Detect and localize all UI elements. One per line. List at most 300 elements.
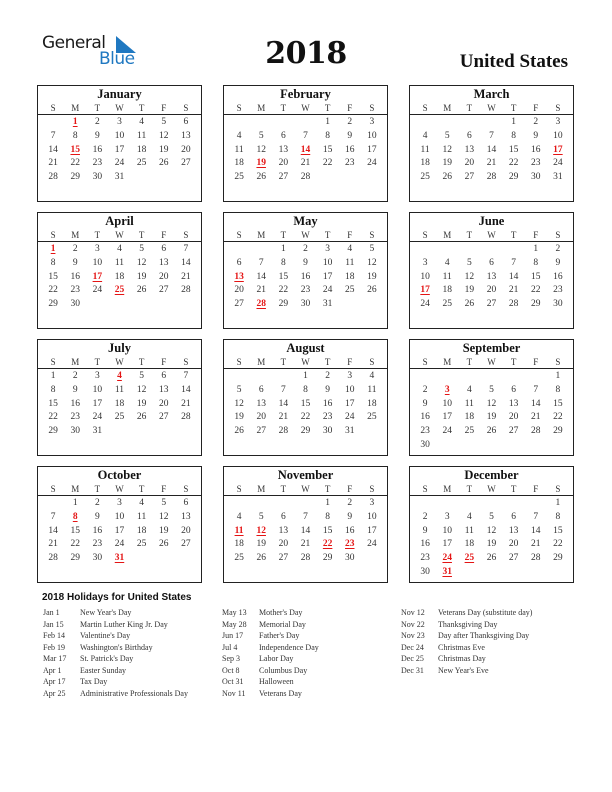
holiday-day: 22 <box>322 539 333 550</box>
day: 9 <box>325 384 330 395</box>
day: 4 <box>139 117 144 127</box>
day: 19 <box>256 539 266 550</box>
holiday-name: Tax Day <box>80 677 108 686</box>
day-grid <box>410 242 573 328</box>
day: 14 <box>48 525 58 536</box>
day: 15 <box>553 525 563 536</box>
day: 19 <box>136 271 147 282</box>
day: 18 <box>136 144 147 155</box>
empty-day <box>436 370 458 384</box>
holiday-name: Halloween <box>259 677 294 686</box>
empty-day <box>228 566 250 580</box>
weekday-label: M <box>71 357 80 367</box>
day: 20 <box>256 412 266 423</box>
holiday-row <box>222 630 319 642</box>
day: 10 <box>420 271 430 282</box>
day: 27 <box>256 426 266 437</box>
weekday-label: W <box>487 357 496 367</box>
day: 12 <box>159 511 169 522</box>
empty-day <box>42 497 64 511</box>
holiday-column <box>43 607 188 699</box>
weekday-label: S <box>555 357 561 367</box>
day: 24 <box>114 539 125 550</box>
weekday-header <box>38 102 201 115</box>
day: 29 <box>553 553 563 564</box>
day: 8 <box>555 384 561 395</box>
day: 2 <box>94 498 100 508</box>
country-title: United States <box>459 51 568 72</box>
day: 5 <box>139 244 144 254</box>
day: 14 <box>278 398 289 409</box>
day: 22 <box>300 412 311 423</box>
day: 23 <box>531 158 541 169</box>
day: 10 <box>367 511 377 522</box>
day: 17 <box>114 525 125 536</box>
day: 26 <box>486 553 497 564</box>
empty-day <box>64 566 86 580</box>
empty-day <box>458 370 480 384</box>
day: 14 <box>256 271 266 282</box>
holiday-row <box>43 630 188 642</box>
day: 19 <box>234 412 244 423</box>
day: 24 <box>367 539 377 550</box>
day: 4 <box>466 511 472 522</box>
day: 17 <box>367 144 377 155</box>
day: 23 <box>92 539 103 550</box>
empty-day <box>86 439 108 453</box>
holiday-row <box>222 688 319 700</box>
month-october <box>37 466 202 583</box>
empty-day <box>108 425 130 439</box>
weekday-label: T <box>280 484 287 494</box>
day: 20 <box>181 144 191 155</box>
day: 27 <box>181 158 191 169</box>
day: 8 <box>325 511 330 522</box>
day: 13 <box>256 398 266 409</box>
day: 24 <box>345 412 355 423</box>
holiday-name: Memorial Day <box>259 619 306 629</box>
day: 28 <box>181 285 191 296</box>
empty-day <box>436 439 458 453</box>
day: 29 <box>508 172 519 183</box>
empty-day <box>317 171 339 185</box>
day: 27 <box>278 172 289 183</box>
day: 8 <box>511 130 516 141</box>
day: 5 <box>369 244 375 254</box>
day: 1 <box>303 371 308 381</box>
holiday-day: 25 <box>114 285 125 296</box>
weekday-label: T <box>510 103 517 113</box>
weekday-label: F <box>161 230 167 240</box>
empty-day <box>153 552 175 566</box>
day: 4 <box>117 244 122 254</box>
holiday-date: Jan 1 <box>43 608 60 617</box>
holiday-date: Dec 25 <box>401 654 424 663</box>
empty-day <box>414 497 436 511</box>
day: 1 <box>555 498 561 508</box>
weekday-label: W <box>487 230 496 240</box>
empty-day <box>250 116 272 130</box>
day: 21 <box>300 158 311 169</box>
empty-day <box>458 439 480 453</box>
empty-day <box>458 243 480 257</box>
weekday-label: S <box>50 103 56 113</box>
empty-day <box>228 439 250 453</box>
day: 11 <box>464 525 474 536</box>
day: 17 <box>442 412 452 423</box>
day: 19 <box>367 271 377 282</box>
day-grid <box>410 369 573 455</box>
weekday-label: S <box>183 357 189 367</box>
day-grid <box>410 496 573 582</box>
month-september <box>409 339 574 456</box>
holiday-day: 8 <box>72 511 78 522</box>
day: 2 <box>555 244 561 254</box>
weekday-label: S <box>236 230 242 240</box>
day: 18 <box>114 271 125 282</box>
day: 13 <box>508 398 519 409</box>
empty-day <box>547 566 569 580</box>
day: 3 <box>444 511 450 522</box>
weekday-header <box>410 229 573 242</box>
day: 12 <box>256 144 266 155</box>
day: 29 <box>70 553 80 564</box>
day: 16 <box>92 144 103 155</box>
empty-day <box>339 171 361 185</box>
day: 27 <box>181 539 191 550</box>
day: 7 <box>258 257 264 268</box>
day: 28 <box>181 412 191 423</box>
day: 11 <box>137 130 147 141</box>
holiday-date: Nov 12 <box>401 608 425 617</box>
empty-day <box>339 298 361 312</box>
day: 31 <box>114 172 125 183</box>
day: 2 <box>422 511 428 522</box>
day: 29 <box>278 299 289 310</box>
weekday-label: S <box>369 103 375 113</box>
weekday-header <box>224 356 387 369</box>
empty-day <box>361 298 383 312</box>
holiday-row <box>43 607 188 619</box>
weekday-header <box>224 483 387 496</box>
day: 3 <box>94 371 100 381</box>
day: 7 <box>303 511 308 522</box>
day: 5 <box>489 384 494 395</box>
day: 16 <box>420 412 430 423</box>
day: 12 <box>486 525 497 536</box>
day: 1 <box>280 244 286 254</box>
day: 10 <box>442 525 452 536</box>
holiday-date: Feb 14 <box>43 631 65 640</box>
empty-day <box>250 497 272 511</box>
empty-day <box>525 497 547 511</box>
day: 15 <box>508 144 519 155</box>
day: 1 <box>325 498 330 508</box>
weekday-label: F <box>533 484 539 494</box>
day: 30 <box>322 426 333 437</box>
day: 10 <box>92 257 103 268</box>
holiday-day: 19 <box>256 158 266 169</box>
day: 9 <box>303 257 308 268</box>
day: 15 <box>278 271 289 282</box>
empty-day <box>131 439 153 453</box>
holiday-row <box>222 676 319 688</box>
day: 14 <box>48 144 58 155</box>
empty-day <box>525 312 547 326</box>
holiday-date: Oct 31 <box>222 677 244 686</box>
day: 15 <box>531 271 541 282</box>
day: 11 <box>114 384 125 395</box>
empty-day <box>436 185 458 199</box>
day: 25 <box>420 172 430 183</box>
day: 21 <box>531 412 541 423</box>
holiday-row <box>222 653 319 665</box>
day: 22 <box>508 158 519 169</box>
empty-day <box>414 185 436 199</box>
weekday-label: F <box>533 230 539 240</box>
day: 26 <box>256 553 266 564</box>
day: 22 <box>70 158 80 169</box>
day: 9 <box>94 130 100 141</box>
day: 6 <box>161 244 167 254</box>
empty-day <box>272 370 294 384</box>
empty-day <box>339 185 361 199</box>
empty-day <box>458 312 480 326</box>
weekday-label: W <box>115 357 124 367</box>
holiday-name: Veterans Day (substitute day) <box>438 608 533 617</box>
day: 27 <box>159 412 169 423</box>
day: 3 <box>325 244 330 254</box>
day: 7 <box>533 511 539 522</box>
empty-day <box>458 566 480 580</box>
day: 2 <box>72 244 78 254</box>
day: 16 <box>70 398 80 409</box>
day: 16 <box>70 271 80 282</box>
day: 21 <box>48 539 58 550</box>
holiday-row <box>222 607 319 619</box>
weekday-header <box>38 483 201 496</box>
weekday-label: S <box>422 230 428 240</box>
day: 6 <box>466 130 472 141</box>
day: 26 <box>159 158 169 169</box>
day: 20 <box>508 539 519 550</box>
day: 16 <box>345 144 355 155</box>
day: 7 <box>511 257 516 268</box>
empty-day <box>361 552 383 566</box>
holiday-name: Washington's Birthday <box>80 642 153 652</box>
holiday-row <box>401 630 532 642</box>
day: 6 <box>280 130 286 141</box>
day: 25 <box>234 172 244 183</box>
weekday-label: S <box>50 357 56 367</box>
month-name: May <box>293 214 318 228</box>
empty-day <box>131 552 153 566</box>
day: 15 <box>300 398 311 409</box>
weekday-label: F <box>347 357 353 367</box>
month-july <box>37 339 202 456</box>
empty-day <box>503 439 525 453</box>
day: 27 <box>159 285 169 296</box>
day: 25 <box>136 158 147 169</box>
day: 9 <box>533 130 539 141</box>
day: 5 <box>258 130 264 141</box>
empty-day <box>228 370 250 384</box>
weekday-label: S <box>50 484 56 494</box>
day: 25 <box>114 412 125 423</box>
day: 3 <box>347 371 353 381</box>
day: 18 <box>114 398 125 409</box>
empty-day <box>294 312 316 326</box>
holiday-day: 4 <box>117 371 122 381</box>
day-grid <box>38 242 201 328</box>
day: 28 <box>486 172 497 183</box>
day: 13 <box>464 144 475 155</box>
day: 22 <box>48 412 58 423</box>
day: 11 <box>442 271 452 282</box>
holiday-date: May 28 <box>222 619 247 629</box>
day: 24 <box>322 285 333 296</box>
month-name: October <box>97 468 142 482</box>
holiday-day: 1 <box>72 117 78 127</box>
day: 30 <box>531 172 541 183</box>
empty-day <box>361 185 383 199</box>
day: 4 <box>466 384 472 395</box>
day: 24 <box>553 158 563 169</box>
holiday-row <box>43 619 188 631</box>
day: 18 <box>345 271 355 282</box>
day: 26 <box>367 285 377 296</box>
day: 20 <box>278 539 289 550</box>
empty-day <box>153 185 175 199</box>
holiday-date: Nov 11 <box>222 688 246 698</box>
weekday-label: F <box>347 230 353 240</box>
weekday-label: F <box>161 357 167 367</box>
day: 24 <box>367 158 377 169</box>
holiday-row <box>43 653 188 665</box>
empty-day <box>480 566 502 580</box>
weekday-label: S <box>555 103 561 113</box>
day: 4 <box>236 511 242 522</box>
weekday-label: W <box>115 484 124 494</box>
empty-day <box>228 185 250 199</box>
holiday-name: Columbus Day <box>259 665 308 675</box>
empty-day <box>153 439 175 453</box>
empty-day <box>272 497 294 511</box>
empty-day <box>153 566 175 580</box>
empty-day <box>175 552 197 566</box>
day: 4 <box>422 130 428 141</box>
day: 30 <box>70 299 80 310</box>
empty-day <box>272 312 294 326</box>
day: 19 <box>464 285 475 296</box>
weekday-label: M <box>257 103 266 113</box>
empty-day <box>228 497 250 511</box>
empty-day <box>480 243 502 257</box>
day: 14 <box>181 257 191 268</box>
empty-day <box>108 298 130 312</box>
empty-day <box>175 185 197 199</box>
day: 29 <box>48 299 58 310</box>
holiday-date: Jan 15 <box>43 619 64 629</box>
day: 29 <box>70 172 80 183</box>
holiday-day: 31 <box>442 566 452 577</box>
empty-day <box>339 439 361 453</box>
empty-day <box>250 185 272 199</box>
weekday-label: M <box>71 230 80 240</box>
day: 19 <box>159 144 169 155</box>
empty-day <box>294 439 316 453</box>
day: 5 <box>139 371 144 381</box>
month-name: June <box>478 214 505 228</box>
day: 4 <box>236 130 242 141</box>
day: 3 <box>369 498 375 508</box>
day: 28 <box>508 299 519 310</box>
holiday-date: Nov 23 <box>401 631 425 640</box>
day: 22 <box>48 285 58 296</box>
day: 13 <box>508 525 519 536</box>
day: 14 <box>531 398 541 409</box>
day: 11 <box>367 384 377 395</box>
weekday-label: W <box>115 103 124 113</box>
day: 8 <box>50 384 56 395</box>
day-grid <box>224 115 387 201</box>
day: 13 <box>278 144 289 155</box>
weekday-label: M <box>257 484 266 494</box>
month-august <box>223 339 388 456</box>
month-june <box>409 212 574 329</box>
day: 23 <box>420 553 430 564</box>
empty-day <box>480 370 502 384</box>
weekday-label: W <box>115 230 124 240</box>
day-grid <box>410 115 573 201</box>
weekday-label: W <box>301 103 310 113</box>
holiday-day: 17 <box>420 285 430 296</box>
day: 17 <box>442 539 452 550</box>
day: 23 <box>70 285 80 296</box>
day: 20 <box>278 158 289 169</box>
day: 23 <box>300 285 311 296</box>
empty-day <box>153 312 175 326</box>
holiday-day: 14 <box>300 144 311 155</box>
day: 18 <box>234 158 244 169</box>
day: 10 <box>442 398 452 409</box>
empty-day <box>480 185 502 199</box>
empty-day <box>64 439 86 453</box>
day: 19 <box>486 412 497 423</box>
weekday-header <box>224 102 387 115</box>
holiday-name: Mother's Day <box>259 608 303 617</box>
day: 24 <box>420 299 430 310</box>
empty-day <box>525 566 547 580</box>
day: 20 <box>159 398 169 409</box>
day: 23 <box>322 412 333 423</box>
day: 5 <box>489 511 494 522</box>
day: 6 <box>511 511 516 522</box>
empty-day <box>175 439 197 453</box>
day: 16 <box>553 271 563 282</box>
day: 20 <box>508 412 519 423</box>
empty-day <box>480 312 502 326</box>
day: 10 <box>114 511 125 522</box>
weekday-label: F <box>161 103 167 113</box>
weekday-label: M <box>71 484 80 494</box>
day: 30 <box>300 299 311 310</box>
day: 16 <box>322 398 333 409</box>
holiday-date: Apr 25 <box>43 688 66 698</box>
holiday-date: Oct 8 <box>222 665 240 675</box>
day: 13 <box>486 271 497 282</box>
holiday-row <box>401 619 532 631</box>
